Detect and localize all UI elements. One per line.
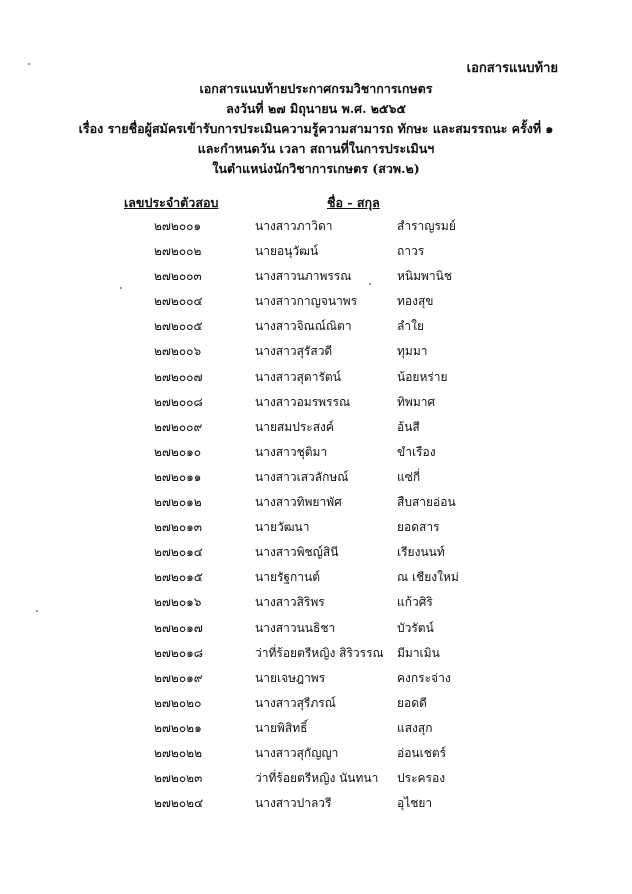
given-name-cell: นางสาวเสวลักษณ์	[255, 469, 349, 484]
exam-id-cell: ๒๗๒๐๑๓	[154, 520, 202, 535]
table-row	[0, 214, 632, 239]
table-row	[0, 365, 632, 390]
exam-id-cell: ๒๗๒๐๒๑	[154, 720, 202, 735]
given-name-cell: นางสาวสุกัญญา	[255, 745, 339, 760]
table-row	[0, 716, 632, 741]
scan-speck	[120, 287, 122, 289]
table-row	[0, 314, 632, 339]
table-row	[0, 741, 632, 766]
scan-speck	[369, 283, 371, 285]
table-row	[0, 540, 632, 565]
surname-cell: แก้วศิริ	[397, 595, 433, 610]
table-row	[0, 766, 632, 791]
surname-cell: เรียงนนท์	[397, 545, 445, 560]
table-row	[0, 515, 632, 540]
table-row	[0, 791, 632, 816]
exam-id-cell: ๒๗๒๐๒๔	[154, 796, 204, 811]
given-name-cell: นางสาวนภาพรรณ	[255, 269, 352, 284]
given-name-cell: นายสมประสงค์	[255, 419, 334, 434]
surname-cell: ยอดดี	[397, 695, 427, 710]
exam-id-cell: ๒๗๒๐๒๐	[154, 695, 202, 710]
surname-cell: อ่อนเชตร์	[397, 745, 447, 760]
exam-id-cell: ๒๗๒๐๐๑	[154, 219, 202, 233]
exam-id-cell: ๒๗๒๐๑๗	[154, 620, 203, 635]
surname-cell: ยอดสาร	[397, 520, 440, 535]
scan-speck	[36, 610, 38, 612]
candidate-list	[0, 214, 632, 816]
header-line-1: เอกสารแนบท้ายประกาศกรมวิชาการเกษตร	[199, 81, 433, 96]
given-name-cell: นางสาวนนธิชา	[255, 620, 336, 635]
column-header-exam-id: เลขประจำตัวสอบ	[124, 195, 219, 210]
surname-cell: น้อยหร่าย	[397, 369, 448, 384]
exam-id-cell: ๒๗๒๐๒๒	[154, 745, 202, 760]
given-name-cell: นางสาวอมรพรรณ	[255, 394, 351, 409]
surname-cell: บัวรัตน์	[397, 620, 434, 635]
given-name-cell: นายพิสิทธิ์	[255, 720, 308, 735]
exam-id-cell: ๒๗๒๐๑๘	[154, 645, 204, 660]
attachment-label: เอกสารแนบท้าย	[466, 61, 558, 76]
surname-cell: แซ่กี่	[397, 469, 421, 484]
exam-id-cell: ๒๗๒๐๑๑	[154, 469, 202, 484]
given-name-cell: นางสาวปาลวรี	[255, 796, 332, 811]
exam-id-cell: ๒๗๒๐๑๖	[154, 595, 202, 610]
surname-cell: หนิมพานิช	[397, 269, 453, 284]
header-line-3: เรื่อง รายชื่อผู้สมัครเข้ารับการประเมินความรู้ความสามารถ ทักษะ และสมรรถนะ ครั้งที่ ๑	[78, 121, 554, 136]
given-name-cell: นางสาวพิชญ์สินี	[255, 545, 339, 560]
table-row	[0, 616, 632, 641]
table-row	[0, 264, 632, 289]
exam-id-cell: ๒๗๒๐๐๕	[154, 319, 203, 334]
header-line-4: และกำหนดวัน เวลา สถานที่ในการประเมินฯ	[197, 141, 435, 156]
surname-cell: ประครอง	[397, 771, 446, 786]
surname-cell: คงกระจ่าง	[397, 670, 451, 685]
exam-id-cell: ๒๗๒๐๐๓	[154, 269, 202, 284]
given-name-cell: ว่าที่ร้อยตรีหญิง นันทนา	[255, 771, 379, 786]
surname-cell: ทองสุข	[397, 294, 434, 309]
surname-cell: แสงสุก	[397, 720, 433, 735]
given-name-cell: นางสาวสุรีภรณ์	[255, 695, 336, 710]
table-row	[0, 415, 632, 440]
document-header	[0, 79, 632, 179]
surname-cell: อุไชยา	[397, 796, 433, 811]
surname-cell: ทุมมา	[397, 344, 428, 359]
exam-id-cell: ๒๗๒๐๑๒	[154, 495, 202, 510]
table-row	[0, 666, 632, 691]
surname-cell: มีมาเมิน	[397, 645, 440, 660]
table-row	[0, 465, 632, 490]
table-row	[0, 590, 632, 615]
exam-id-cell: ๒๗๒๐๐๘	[154, 394, 203, 409]
exam-id-cell: ๒๗๒๐๑๕	[154, 570, 203, 585]
exam-id-cell: ๒๗๒๐๑๙	[154, 670, 203, 685]
table-row	[0, 390, 632, 415]
column-header-name: ชื่อ - สกุล	[327, 195, 380, 210]
header-line-2: ลงวันที่ ๒๗ มิถุนายน พ.ศ. ๒๕๖๕	[226, 101, 406, 116]
surname-cell: ขำเรือง	[397, 444, 436, 459]
given-name-cell: นายรัฐกานต์	[255, 570, 321, 585]
given-name-cell: นางสาวสุดารัตน์	[255, 369, 341, 384]
given-name-cell: ว่าที่ร้อยตรีหญิง สิริวรรณ	[255, 645, 384, 660]
table-row	[0, 565, 632, 590]
surname-cell: ณ เชียงใหม่	[397, 570, 459, 585]
given-name-cell: นางสาวสิริพร	[255, 595, 325, 610]
table-row	[0, 641, 632, 666]
table-row	[0, 490, 632, 515]
exam-id-cell: ๒๗๒๐๑๐	[154, 444, 202, 459]
exam-id-cell: ๒๗๒๐๒๓	[154, 771, 203, 786]
surname-cell: ถาวร	[397, 244, 425, 259]
exam-id-cell: ๒๗๒๐๐๙	[154, 419, 203, 434]
given-name-cell: นายวัฒนา	[255, 520, 310, 535]
exam-id-cell: ๒๗๒๐๐๗	[154, 369, 203, 384]
table-row	[0, 339, 632, 364]
given-name-cell: นางสาวกาญจนาพร	[255, 294, 358, 309]
table-row	[0, 440, 632, 465]
header-line-5: ในตำแหน่งนักวิชาการเกษตร (สวพ.๒)	[212, 161, 420, 176]
exam-id-cell: ๒๗๒๐๑๔	[154, 545, 203, 560]
given-name-cell: นางสาวภาวิดา	[255, 219, 333, 233]
surname-cell: สำราญรมย์	[397, 219, 456, 233]
exam-id-cell: ๒๗๒๐๐๒	[154, 244, 202, 259]
given-name-cell: นางสาวสุรัสวดี	[255, 344, 333, 359]
scan-speck	[28, 63, 30, 65]
surname-cell: สืบสายอ่อน	[397, 495, 456, 510]
given-name-cell: นางสาวชุติมา	[255, 444, 328, 459]
surname-cell: อ้นสี	[397, 419, 420, 434]
table-row	[0, 239, 632, 264]
given-name-cell: นางสาวจิณณ์ณิตา	[255, 319, 352, 334]
exam-id-cell: ๒๗๒๐๐๖	[154, 344, 202, 359]
given-name-cell: นางสาวทิพยาพัศ	[255, 495, 342, 510]
table-row	[0, 289, 632, 314]
exam-id-cell: ๒๗๒๐๐๔	[154, 294, 203, 309]
surname-cell: ลำใย	[397, 319, 424, 334]
table-row	[0, 691, 632, 716]
surname-cell: ทิพมาศ	[397, 394, 436, 409]
given-name-cell: นายเจษฎาพร	[255, 670, 326, 685]
given-name-cell: นายอนุวัฒน์	[255, 244, 319, 259]
